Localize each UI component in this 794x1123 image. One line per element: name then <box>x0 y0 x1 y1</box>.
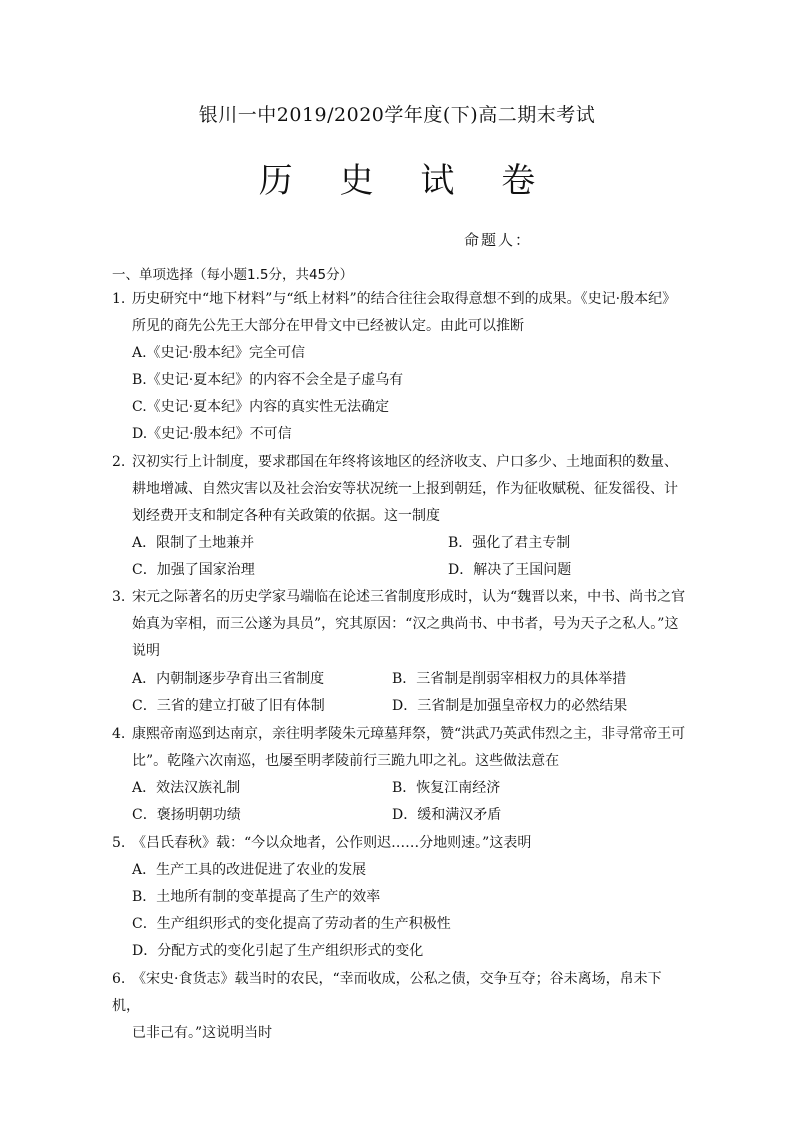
question-number: 6. <box>112 971 126 987</box>
option-c: C．生产组织形式的变化提高了劳动者的生产积极性 <box>132 916 451 932</box>
option-b: B．三省制是削弱宰相权力的具体举措 <box>392 671 627 687</box>
question-text: 已非己有。”这说明当时 <box>132 1025 273 1041</box>
option-a: A．效法汉族礼制 <box>132 780 241 796</box>
option-b: B．土地所有制的变革提高了生产的效率 <box>132 889 381 905</box>
option-d: D．缓和满汉矛盾 <box>392 807 502 823</box>
question-5 <box>112 830 686 857</box>
question-number: 4. <box>112 726 126 742</box>
question-2 <box>112 449 686 530</box>
option-b: B．强化了君主专制 <box>448 535 571 551</box>
option-a: A.《史记·殷本纪》完全可信 <box>132 345 306 361</box>
question-text: 宋元之际著名的历史学家马端临在论述三省制度形成时，认为“魏晋以来，中书、尚书之官 <box>132 589 686 605</box>
question-number: 2. <box>112 454 126 470</box>
question-text: 划经费开支和制定各种有关政策的依据。这一制度 <box>132 508 440 524</box>
question-text: 说明 <box>132 643 160 659</box>
question-text: 《吕氏春秋》载：“今以众地者，公作则迟……分地则速。”这表明 <box>132 835 532 851</box>
option-b: B.《史记·夏本纪》的内容不会全是子虚乌有 <box>132 372 404 388</box>
question-3 <box>112 584 686 665</box>
question-number: 3. <box>112 589 126 605</box>
option-c: C．加强了国家治理 <box>132 562 255 578</box>
question-text: 汉初实行上计制度，要求郡国在年终将该地区的经济收支、户口多少、土地面积的数量、 <box>132 454 678 470</box>
question-text: 所见的商先公先王大部分在甲骨文中已经被认定。由此可以推断 <box>132 318 524 334</box>
option-c: C．褒扬明朝功绩 <box>132 807 241 823</box>
option-d: D.《史记·殷本纪》不可信 <box>132 426 292 442</box>
option-b: B．恢复江南经济 <box>392 780 501 796</box>
option-d: D．三省制是加强皇帝权力的必然结果 <box>392 698 628 714</box>
option-c: C．三省的建立打破了旧有体制 <box>132 698 325 714</box>
section-heading: 一、单项选择（每小题1.5分，共45分） <box>112 267 354 283</box>
question-number: 5. <box>112 835 126 851</box>
question-text: 《宋史·食货志》载当时的农民，“幸而收成，公私之债，交争互夺；谷未离场，帛未下机， <box>112 971 662 1014</box>
author-label: 命题人： <box>464 231 533 249</box>
option-d: D．解决了王国问题 <box>448 562 572 578</box>
option-a: A．内朝制逐步孕育出三省制度 <box>132 671 325 687</box>
option-a: A．生产工具的改进促进了农业的发展 <box>132 862 367 878</box>
question-text: 康熙帝南巡到达南京，亲往明孝陵朱元璋墓拜祭，赞“洪武乃英武伟烈之主，非寻常帝王可 <box>132 726 686 742</box>
question-text: 耕地增减、自然灾害以及社会治安等状况统一上报到朝廷，作为征收赋税、征发徭役、计 <box>132 481 678 497</box>
option-d: D．分配方式的变化引起了生产组织形式的变化 <box>132 943 424 959</box>
question-number: 1. <box>112 291 126 307</box>
question-1 <box>112 286 686 340</box>
subject-title: 历 史 试 卷 <box>258 161 554 201</box>
question-text: 始真为宰相，而三公遂为具员”，究其原因：“汉之典尚书、中书者，号为天子之私人。”这 <box>132 616 679 632</box>
question-4 <box>112 721 686 775</box>
option-c: C.《史记·夏本纪》内容的真实性无法确定 <box>132 399 390 415</box>
question-text: 比”。乾隆六次南巡，也屡至明孝陵前行三跪九叩之礼。这些做法意在 <box>132 753 560 769</box>
option-a: A．限制了土地兼并 <box>132 535 255 551</box>
question-6 <box>112 966 686 1047</box>
question-text: 历史研究中“地下材料”与“纸上材料”的结合往往会取得意想不到的成果。《史记·殷本纪》 <box>132 291 677 307</box>
school-title: 银川一中2019/2020学年度(下)高二期末考试 <box>198 104 596 126</box>
